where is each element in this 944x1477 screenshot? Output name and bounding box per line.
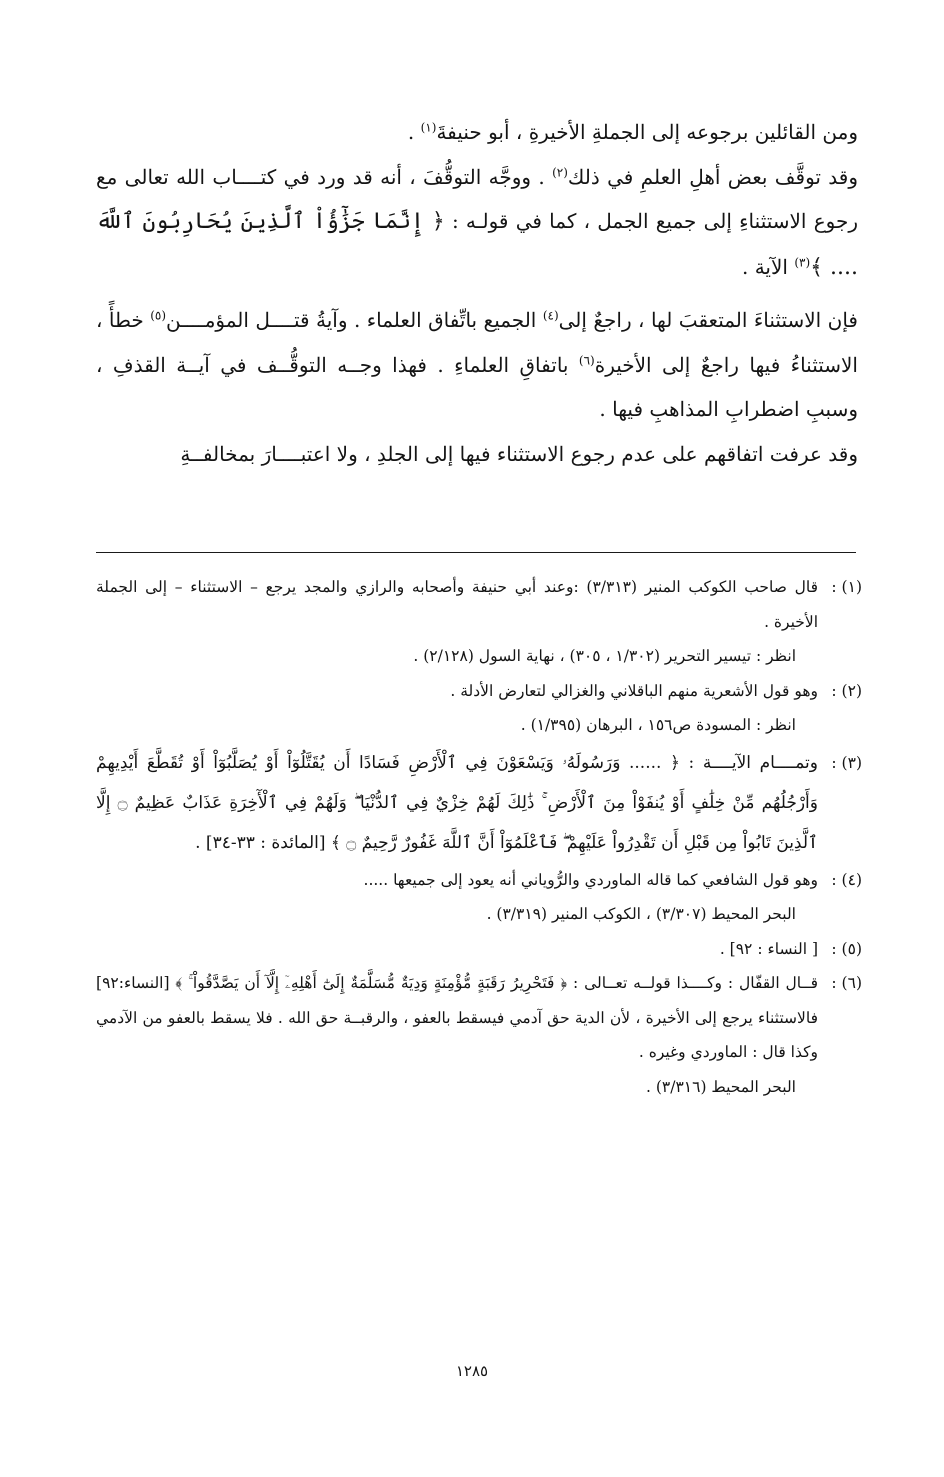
paragraph-1-text: ومن القائلين برجوعه إلى الجملةِ الأخيرةِ ، أبو حنيفةَ — [436, 120, 858, 144]
footnote-text: [ النساء : ٩٢] . — [719, 939, 818, 958]
footnote-text: وهو قول الشافعي كما قاله الماوردي والرُّوياني أنه يعود إلى جميعها ..... — [363, 870, 818, 889]
footnote-number: (٣) : — [831, 753, 862, 772]
footnote-number: (١) : — [831, 578, 862, 596]
footnote-text: وهو قول الأشعرية منهم الباقلاني والغزالي لتعارض الأدلة . — [450, 681, 818, 700]
footnote-number: (٦) : — [831, 974, 862, 992]
paragraph-1 — [96, 110, 858, 155]
footnote-reference: البحر المحيط (٣/٣٠٧) ، الكوكب المنير (٣/٣١٩) . — [486, 905, 796, 923]
footnote-ref-2: (٢) — [552, 164, 568, 179]
footnote-5 — [96, 932, 862, 967]
footnote-1 — [96, 570, 862, 674]
paragraph-3-text-a: فإن الاستثناءَ المتعقبَ لها ، راجعٌ إلى — [558, 308, 858, 332]
paragraph-4-text: وقد عرفت اتفاقهم على عدم رجوع الاستثناء فيها إلى الجلدِ ، ولا اعتبــــارَ بمخالفــةِ — [180, 441, 858, 466]
footnote-3 — [96, 743, 862, 863]
main-text — [96, 110, 858, 476]
footnote-text: قــال القفّال : وكــــذا قولــه تعــالى : ﴿ فَتَحْرِيرُ رَقَبَةٍ مُّؤْمِنَةٍ وَدِيَةٌ مُّسَلَّمَةٌ إِلَىٰٓ أَهْلِهِۦٓ إِلَّآ أَن يَصَّدَّقُواْ ۚ ﴾ [النساء:٩٢] فالاستثناء يرجع إلى الأخيرة ، لأن الدية حق آدمي فيسقط بالعفو ، والرقبــة حق الله . فلا يسقط بالعفو من الآدمي وكذا قال : الماوردي وغيره . — [96, 974, 818, 1061]
footnotes — [96, 570, 862, 1104]
footnote-reference: انظر : المسودة ص١٥٦ ، البرهان (١/٣٩٥) . — [520, 716, 796, 734]
paragraph-2-text-a: وقد توقَّف بعض أهلِ العلمِ في ذلك — [567, 164, 859, 189]
footnote-text: وتمــــام الآيــــة : ﴿ ...... وَرَسُولَهُۥ وَيَسْعَوْنَ فِي ٱلْأَرْضِ فَسَادًا أَن يُقَتَّلُوٓاْ أَوْ يُصَلَّبُوٓاْ أَوْ تُقَطَّعَ أَيْدِيهِمْ وَأَرْجُلُهُم مِّنْ خِلَٰفٍ أَوْ يُنفَوْاْ مِنَ ٱلْأَرْضِ ۚ ذَٰلِكَ لَهُمْ خِزْيٌ فِي ٱلدُّنْيَا ۖ وَلَهُمْ فِي ٱلْأٓخِرَةِ عَذَابٌ عَظِيمٌ ۝ إِلَّا ٱلَّذِينَ تَابُواْ مِن قَبْلِ أَن تَقْدِرُواْ عَلَيْهِمْ ۖ فَٱعْلَمُوٓاْ أَنَّ ٱللَّهَ غَفُورٌ رَّحِيمٌ ۝ ﴾ [المائدة : ٣٣-٣٤] . — [96, 752, 818, 853]
paragraph-2-text-c: الآية . — [741, 254, 795, 279]
footnote-6 — [96, 966, 862, 1104]
footnote-reference: البحر المحيط (٣/٣١٦) . — [646, 1077, 796, 1096]
quran-verse: ﴿ إِنَّمَا جَزَٰٓؤُاْ ٱلَّذِينَ يُحَارِبُونَ ٱللَّهَ .... ﴾ — [96, 209, 858, 280]
paragraph-1-end: . — [407, 120, 421, 144]
footnote-text: قال صاحب الكوكب المنير (٣/٣١٣) :وعند أبي حنيفة وأصحابه والرازي والمجد يرجع – الاستثناء – إلى الجملة الأخيرة . — [96, 578, 818, 631]
paragraph-2-text-b: . ووجَّه التوقُّفَ ، أنه قد ورد في كتــــاب الله تعالى مع رجوع الاستثناءِ إلى جميع الجمل ، كما في قولـه : — [96, 164, 858, 233]
footnote-number: (٢) : — [831, 681, 862, 700]
paragraph-2 — [96, 155, 858, 291]
footnote-reference: انظر : تيسير التحرير (١/٣٠٢ ، ٣٠٥) ، نهاية السول (٢/١٢٨) . — [413, 647, 796, 665]
footnote-ref-3: (٣) — [794, 254, 811, 269]
footnote-ref-4: (٤) — [542, 308, 559, 323]
paragraph-3 — [96, 298, 858, 432]
footnote-divider — [96, 552, 856, 553]
footnote-number: (٤) : — [831, 870, 862, 889]
paragraph-4 — [96, 432, 858, 477]
footnote-2 — [96, 674, 862, 743]
footnote-ref-6: (٦) — [578, 352, 595, 367]
footnote-ref-5: (٥) — [150, 308, 167, 323]
paragraph-3-text-c: خطأً ، الاستثناءُ فيها راجعٌ إلى الأخيرة — [96, 308, 858, 377]
footnote-4 — [96, 863, 862, 932]
paragraph-3-text-d: باتفاقِ العلماءِ . فهذا وجــه التوقُّــف في آيــة القذفِ ، وسببِ اضطرابِ المذاهبِ فيها . — [96, 352, 858, 421]
paragraph-3-text-b: الجميع باتِّفاق العلماء . وآيةُ قتــــل المؤمــــن — [166, 308, 543, 332]
footnote-ref-1: (١) — [420, 120, 437, 135]
footnote-number: (٥) : — [831, 939, 862, 958]
page-number: ١٢٨٥ — [455, 1362, 489, 1380]
